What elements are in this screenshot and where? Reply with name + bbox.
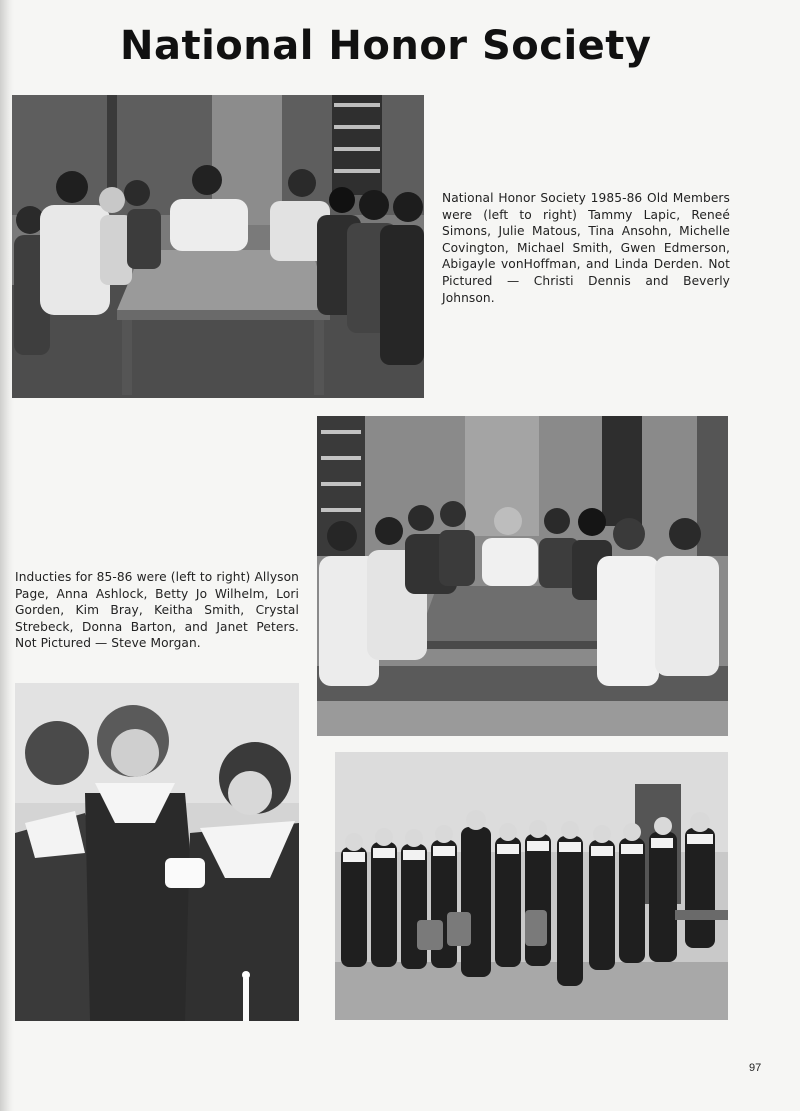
old-members-photo [12,95,424,398]
inductees-caption: Inducties for 85-86 were (left to right) Allyson Page, Anna Ashlock, Betty Jo Wilhelm, Lori Gorden, Kim Bray, Keitha Smith, Crystal Strebeck, Donna Barton, and Janet Peters. Not Pictured — Steve Morgan. [15,570,299,651]
page-title: National Honor Society [120,23,652,69]
old-members-caption: National Honor Society 1985-86 Old Members were (left to right) Tammy Lapic, Reneé Simons, Julie Matous, Tina Ansohn, Michelle Covington, Michael Smith, Gwen Edmerson, Abigayle vonHoffman, and Linda Derden. Not Pictured — Christi Dennis and Beverly Johnson. [442,191,730,305]
candle-lighting-photo [15,683,299,1021]
page-number: 97 [749,1062,762,1074]
induction-ceremony-photo [335,752,728,1020]
inductees-photo [317,416,728,736]
